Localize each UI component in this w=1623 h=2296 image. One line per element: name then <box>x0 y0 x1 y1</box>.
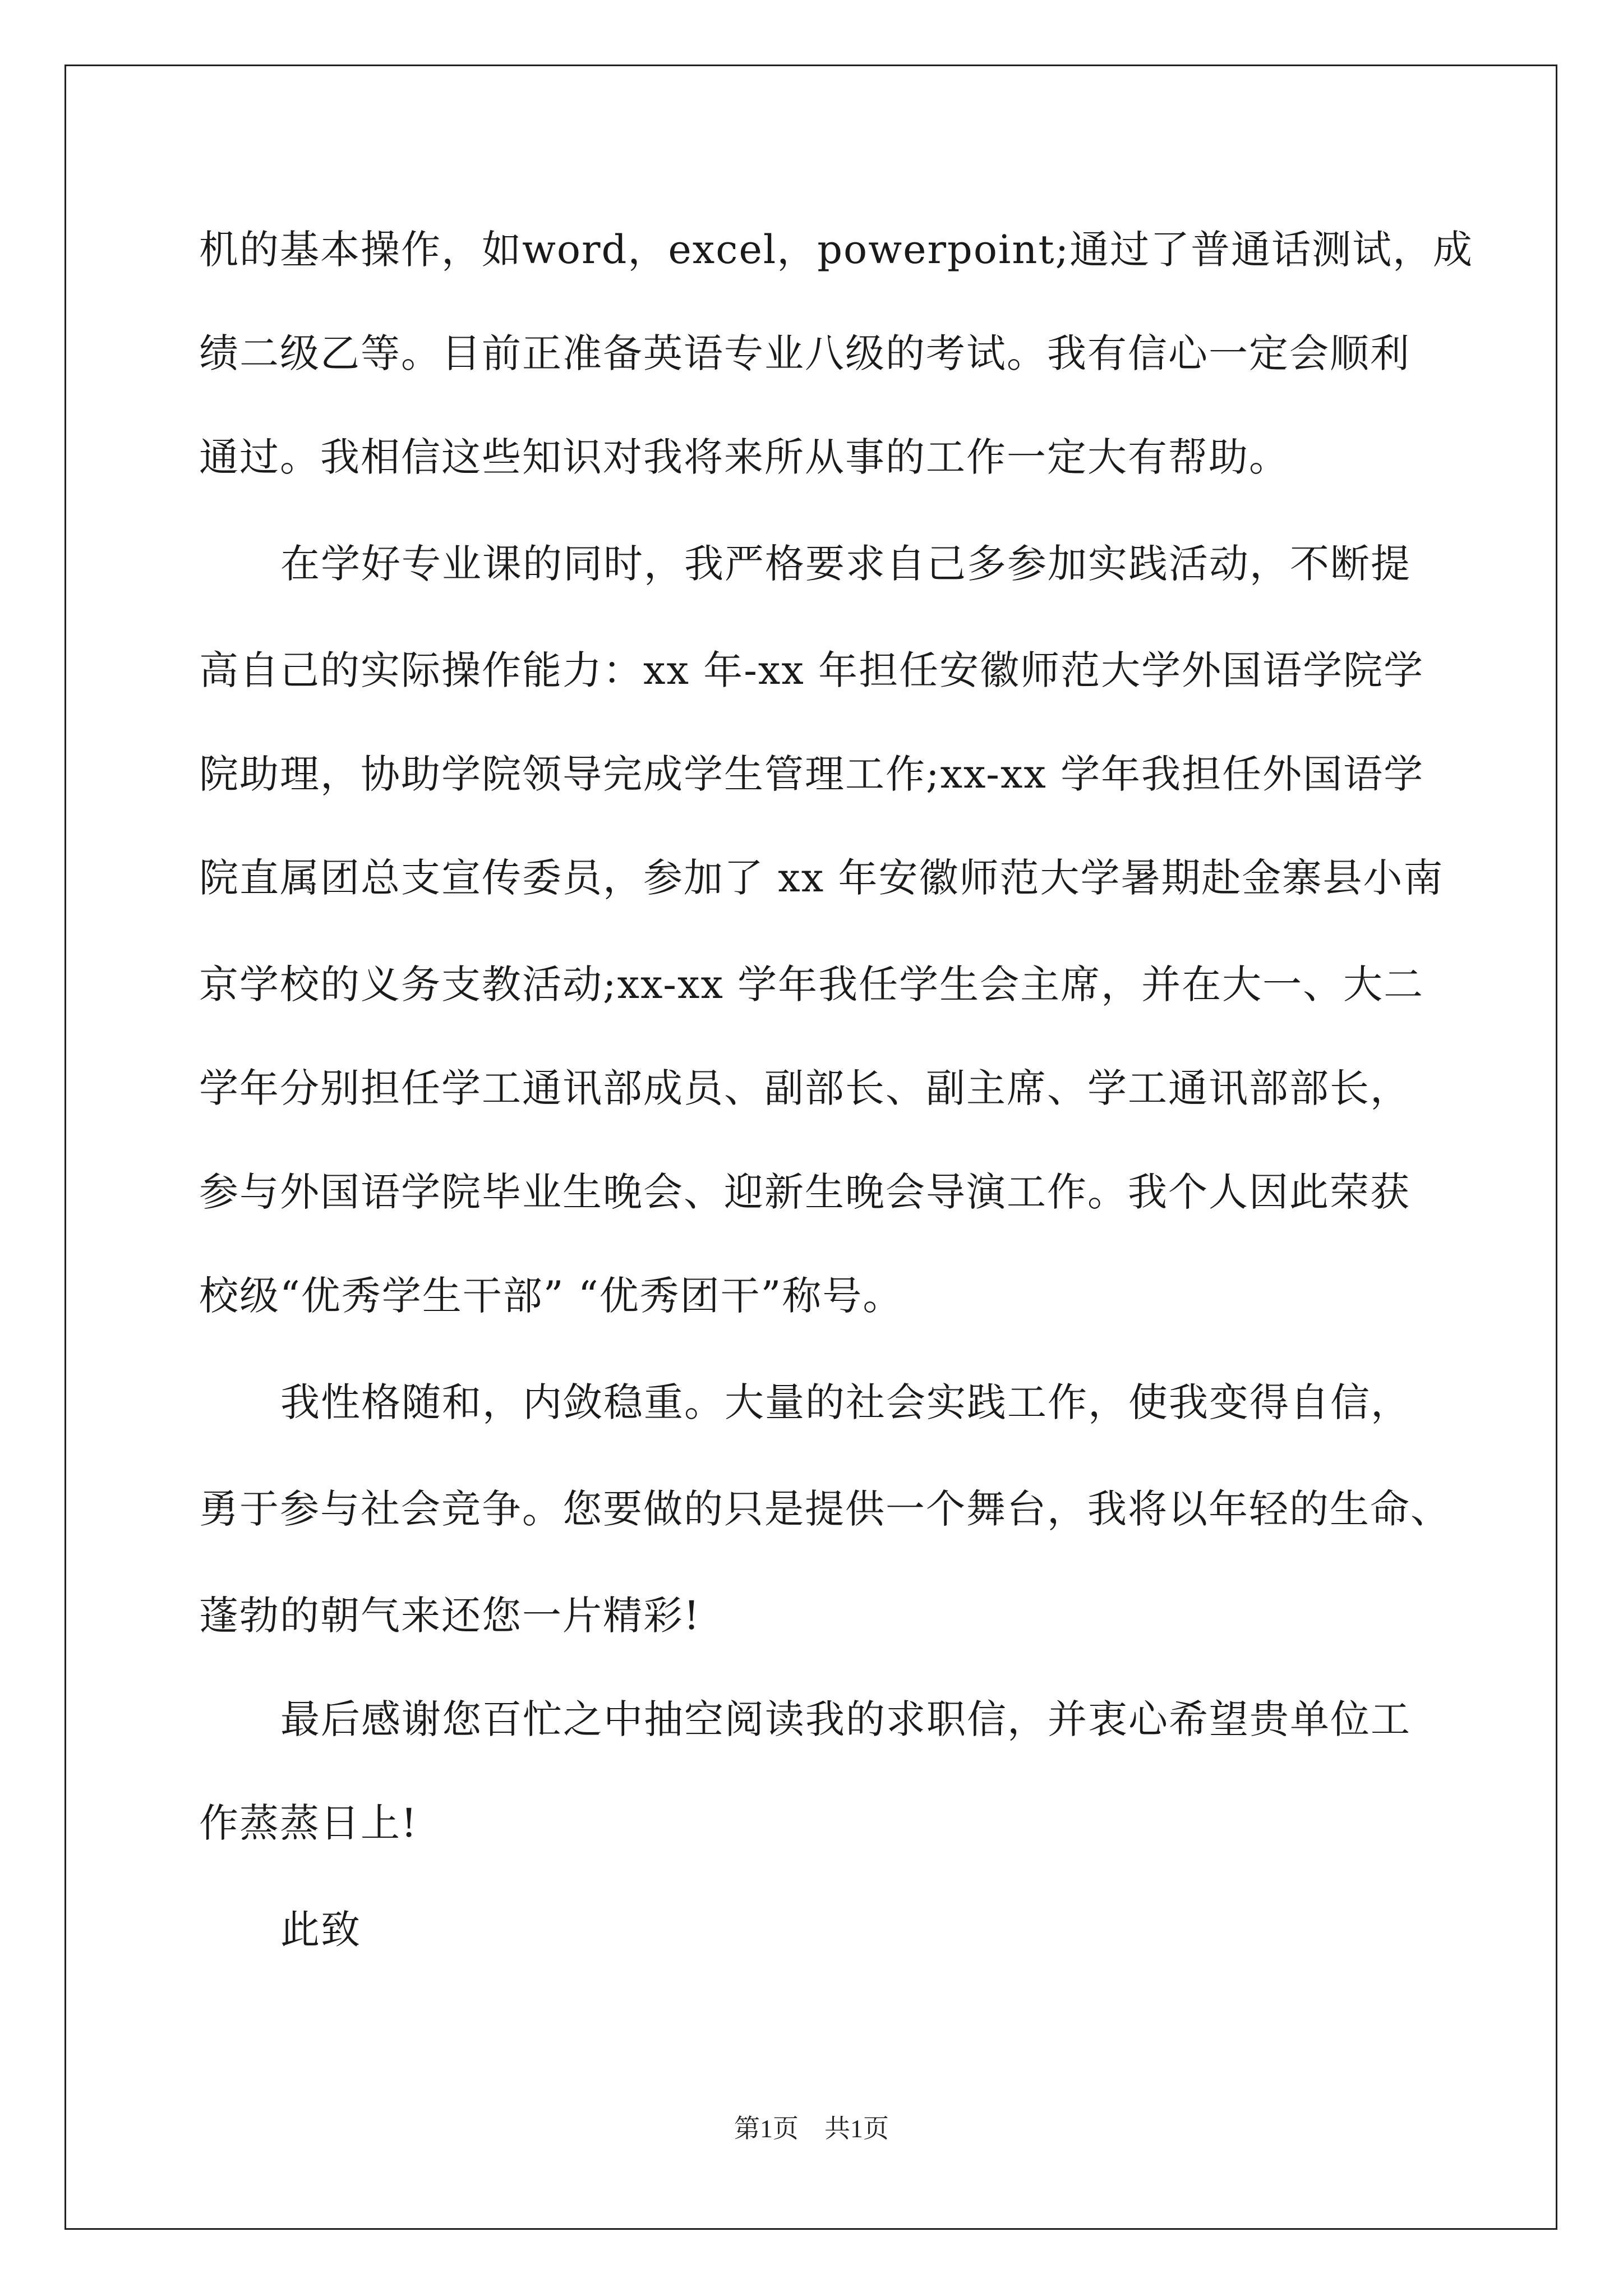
body-line-14: 蓬勃的朝气来还您一片精彩! <box>199 1593 701 1639</box>
body-line-5: 高自己的实际操作能力：xx 年-xx 年担任安徽师范大学外国语学院学 <box>199 647 1424 693</box>
page-number: 第1页 共1页 <box>734 2114 889 2143</box>
body-line-2: 绩二级乙等。目前正准备英语专业八级的考试。我有信心一定会顺利 <box>199 330 1410 376</box>
body-line-4: 在学好专业课的同时，我严格要求自己多参加实践活动，不断提 <box>280 541 1411 587</box>
body-line-12: 我性格随和，内敛稳重。大量的社会实践工作，使我变得自信， <box>280 1379 1411 1425</box>
body-line-11: 校级“优秀学生干部” “优秀团干”称号。 <box>199 1273 903 1319</box>
body-line-15: 最后感谢您百忙之中抽空阅读我的求职信，并衷心希望贵单位工 <box>280 1696 1411 1742</box>
body-line-7: 院直属团总支宣传委员，参加了 xx 年安徽师范大学暑期赴金寨县小南 <box>199 855 1444 901</box>
body-line-1: 机的基本操作，如word，excel，powerpoint;通过了普通话测试，成 <box>199 227 1474 273</box>
closing-salutation: 此致 <box>280 1907 361 1953</box>
body-line-8: 京学校的义务支教活动;xx-xx 学年我任学生会主席，并在大一、大二 <box>199 961 1424 1007</box>
body-line-10: 参与外国语学院毕业生晚会、迎新生晚会导演工作。我个人因此荣获 <box>199 1169 1410 1215</box>
body-line-9: 学年分别担任学工通讯部成员、副部长、副主席、学工通讯部部长， <box>199 1065 1410 1111</box>
body-line-13: 勇于参与社会竞争。您要做的只是提供一个舞台，我将以年轻的生命、 <box>199 1486 1451 1532</box>
body-line-16: 作蒸蒸日上! <box>199 1800 418 1846</box>
body-line-3: 通过。我相信这些知识对我将来所从事的工作一定大有帮助。 <box>199 434 1289 480</box>
body-line-6: 院助理，协助学院领导完成学生管理工作;xx-xx 学年我担任外国语学 <box>199 751 1424 797</box>
